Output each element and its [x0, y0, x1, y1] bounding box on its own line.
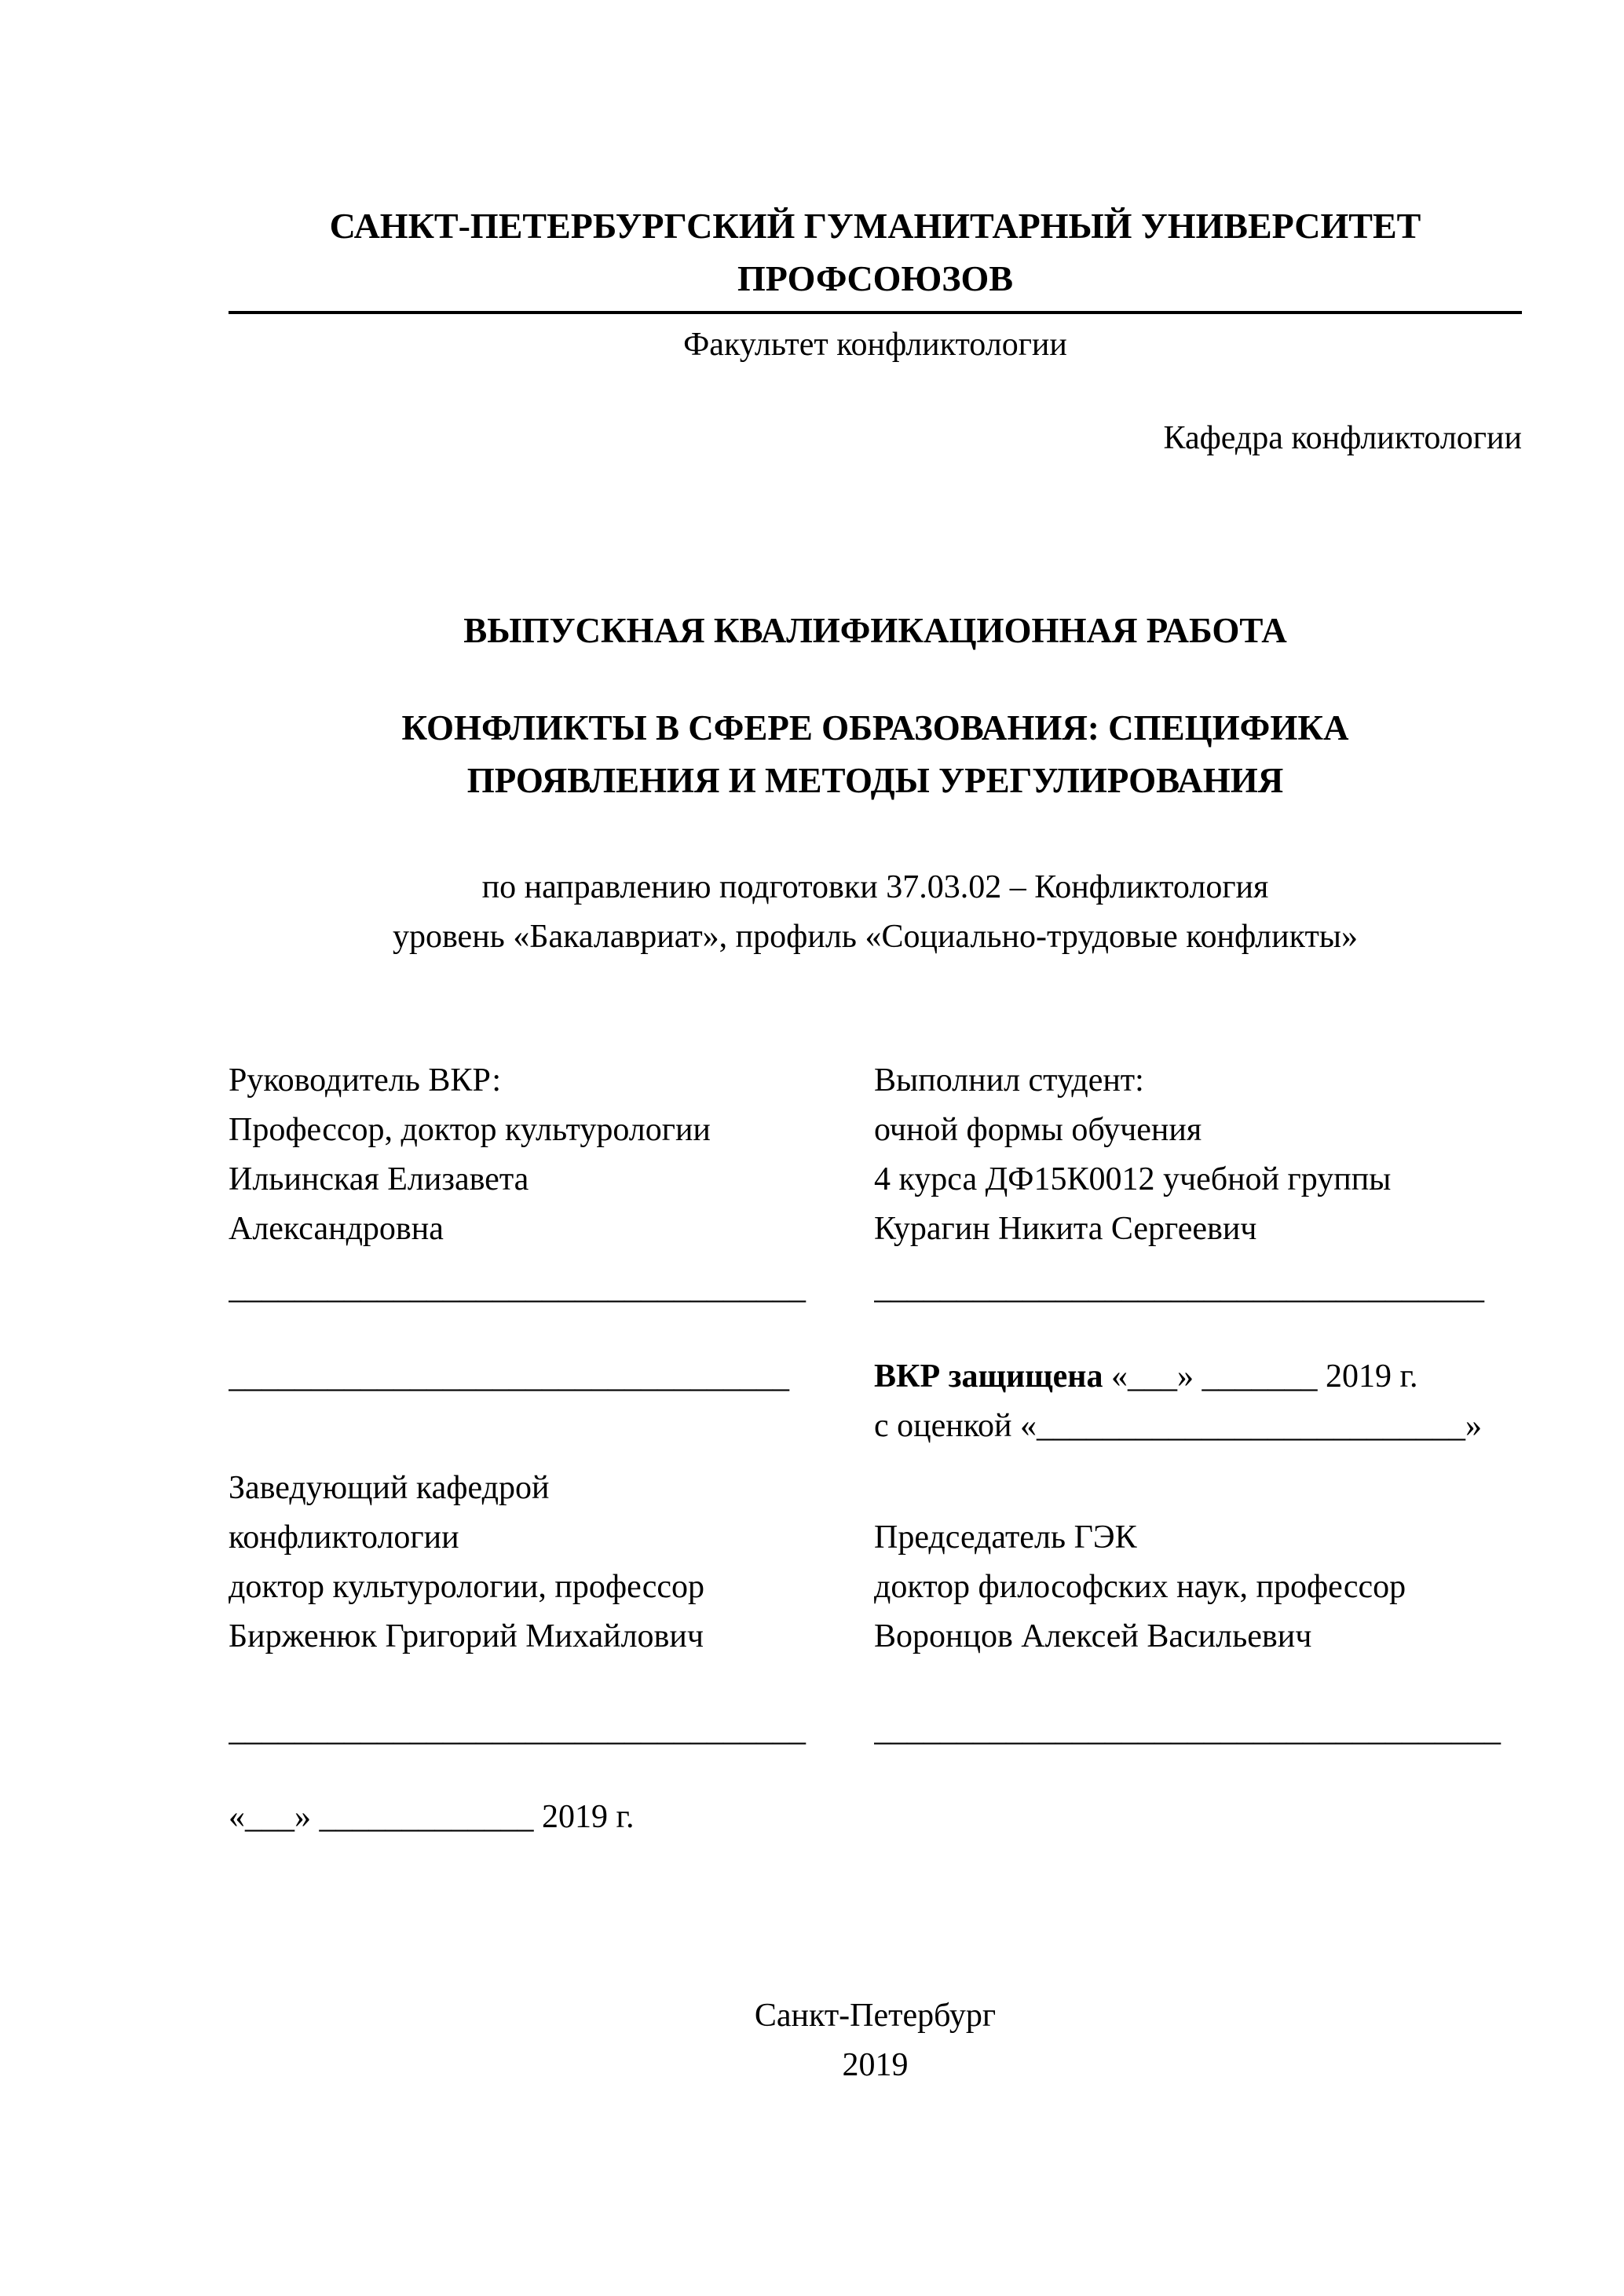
committee-chair-title: Председатель ГЭК	[874, 1519, 1137, 1556]
university-name	[229, 200, 1522, 305]
supervisor-name-line2: Александровна	[229, 1210, 444, 1247]
department-head-position-line2: конфликтологии	[229, 1519, 459, 1556]
department-head-name: Бирженюк Григорий Михайлович	[229, 1618, 704, 1654]
defense-date-line	[874, 1352, 1522, 1402]
signature-row-2	[229, 1352, 1522, 1451]
defense-grade-line: с оценкой «__________________________»	[874, 1407, 1482, 1444]
supervisor-signature-line: ___________________________________	[229, 1269, 806, 1306]
signature-row-1	[229, 1263, 1522, 1313]
thesis-title-line2: ПРОЯВЛЕНИЯ И МЕТОДЫ УРЕГУЛИРОВАНИЯ	[466, 761, 1284, 801]
program-info	[229, 863, 1522, 962]
defense-block	[874, 1352, 1522, 1451]
department-head-block	[229, 1464, 874, 1662]
defense-bold-prefix: ВКР защищена	[874, 1358, 1103, 1395]
head-chair-row	[229, 1464, 1522, 1662]
department-name: Кафедра конфликтологии	[1163, 420, 1522, 457]
supervisor-label: Руководитель ВКР:	[229, 1062, 502, 1099]
work-type-heading: ВЫПУСКНАЯ КВАЛИФИКАЦИОННАЯ РАБОТА	[463, 611, 1287, 651]
committee-chair-name: Воронцов Алексей Васильевич	[874, 1618, 1312, 1654]
thesis-title-line1: КОНФЛИКТЫ В СФЕРЕ ОБРАЗОВАНИЯ: СПЕЦИФИКА	[401, 707, 1349, 748]
faculty-name: Факультет конфликтологии	[683, 327, 1067, 364]
department-head-position-line1: Заведующий кафедрой	[229, 1469, 550, 1506]
department-head-position-line3: доктор культурологии, профессор	[229, 1568, 705, 1605]
header-divider	[229, 311, 1522, 314]
thesis-title	[229, 702, 1522, 808]
defense-date-part: «___» _______ 2019 г.	[1103, 1358, 1418, 1395]
department-head-date-line: «___» _____________ 2019 г.	[229, 1798, 635, 1835]
student-name: Курагин Никита Сергеевич	[874, 1210, 1257, 1247]
supervisor-block	[229, 1056, 874, 1254]
program-direction: по направлению подготовки 37.03.02 – Конфликтология	[481, 868, 1269, 905]
department-head-signature-line: ___________________________________	[229, 1711, 806, 1748]
footer-city: Санкт-Петербург	[754, 1997, 997, 2034]
footer	[229, 1991, 1522, 2090]
student-group: 4 курса ДФ15К0012 учебной группы	[874, 1161, 1392, 1197]
university-name-line1: САНКТ-ПЕТЕРБУРГСКИЙ ГУМАНИТАРНЫЙ УНИВЕРСИТЕТ	[329, 206, 1421, 246]
committee-chair-signature-line: ______________________________________	[874, 1711, 1501, 1748]
footer-year: 2019	[842, 2046, 909, 2083]
supervisor-name-line1: Ильинская Елизавета	[229, 1161, 529, 1197]
supervisor-second-signature-line: __________________________________	[229, 1358, 789, 1395]
signature-row-3	[229, 1706, 1522, 1755]
student-study-form: очной формы обучения	[874, 1111, 1202, 1148]
student-block	[874, 1056, 1522, 1254]
student-signature-line: _____________________________________	[874, 1269, 1484, 1306]
supervisor-student-row	[229, 1056, 1522, 1254]
student-label: Выполнил студент:	[874, 1062, 1144, 1099]
committee-chair-position: доктор философских наук, профессор	[874, 1568, 1406, 1605]
supervisor-position: Профессор, доктор культурологии	[229, 1111, 711, 1148]
program-level-profile: уровень «Бакалавриат», профиль «Социально-трудовые конфликты»	[392, 918, 1359, 955]
date-row	[229, 1793, 1522, 1842]
university-name-line2: ПРОФСОЮЗОВ	[737, 258, 1013, 298]
committee-chair-block	[874, 1464, 1522, 1662]
